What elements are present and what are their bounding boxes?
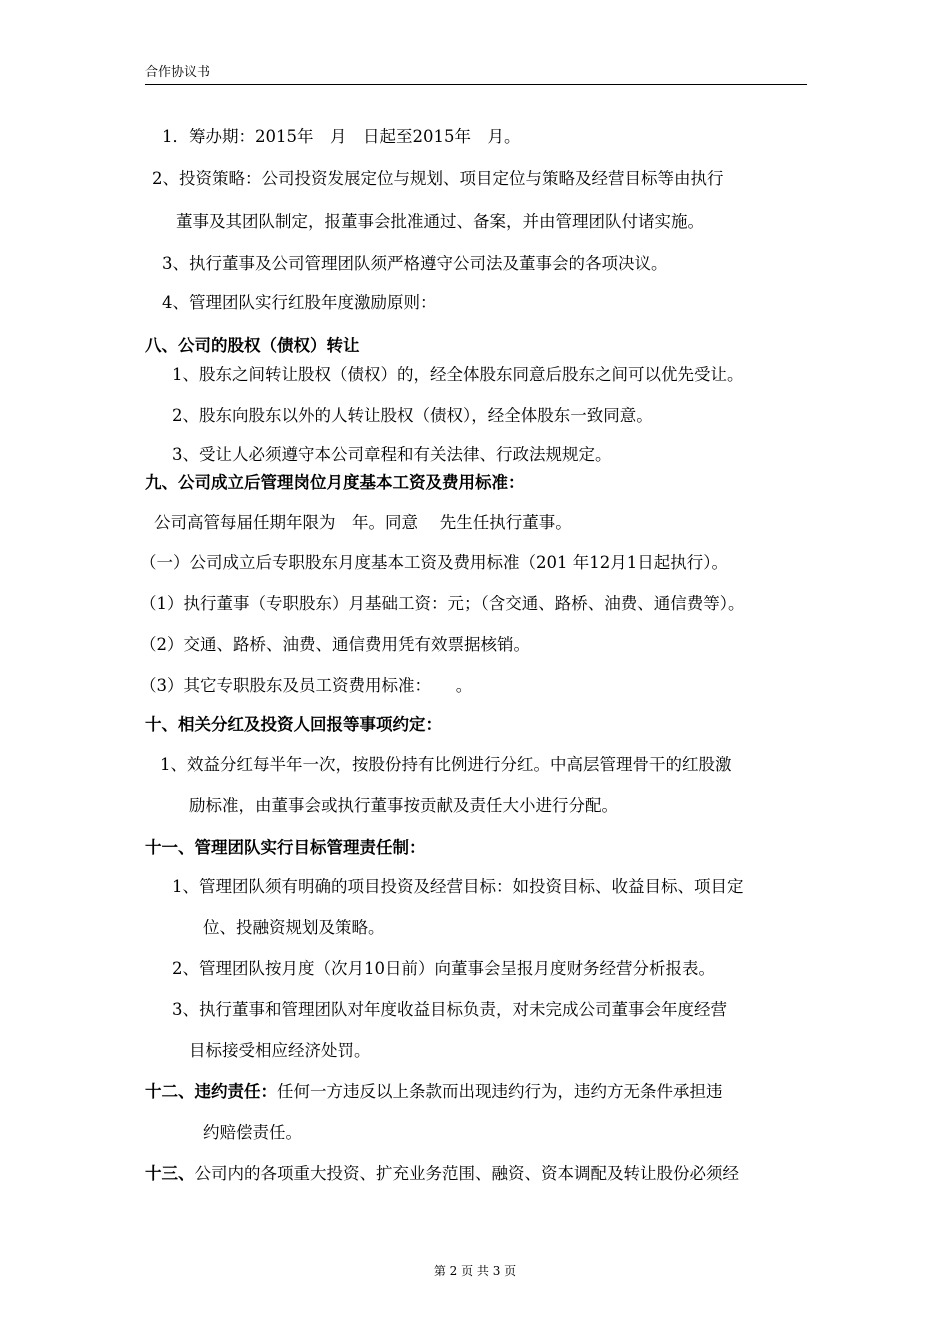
section-heading: 十、相关分红及投资人回报等事项约定： xyxy=(145,715,442,734)
paragraph-line: 公司高管每届任期年限为 年。同意 先生任执行董事。 xyxy=(154,513,572,532)
paragraph-line: 2、管理团队按月度（次月10日前）向董事会呈报月度财务经营分析报表。 xyxy=(172,959,715,978)
section-heading: 十二、违约责任： xyxy=(145,1082,277,1101)
header-title: 合作协议书 xyxy=(145,65,211,80)
paragraph-line: 1、效益分红每半年一次，按股份持有比例进行分红。中高层管理骨干的红股激 xyxy=(160,755,732,774)
paragraph-line: （2）交通、路桥、油费、通信费用凭有效票据核销。 xyxy=(140,635,530,654)
paragraph-line xyxy=(145,1081,723,1103)
paragraph-line: 1、管理团队须有明确的项目投资及经营目标：如投资目标、收益目标、项目定 xyxy=(172,877,744,896)
page-footer xyxy=(0,1262,950,1279)
section-heading: 十一、管理团队实行目标管理责任制： xyxy=(145,838,426,857)
paragraph-line: （一）公司成立后专职股东月度基本工资及费用标准（201 年12月1日起执行）。 xyxy=(140,553,728,572)
paragraph-text: 任何一方违反以上条款而出现违约行为，违约方无条件承担违 xyxy=(277,1082,723,1101)
paragraph-line: （1）执行董事（专职股东）月基础工资：元；（含交通、路桥、油费、通信费等）。 xyxy=(140,594,745,613)
paragraph-line: 1．筹办期：2015年 月 日起至2015年 月。 xyxy=(162,127,521,146)
section-heading: 十三、 xyxy=(145,1164,195,1183)
paragraph-line xyxy=(145,1163,739,1185)
section-heading: 九、公司成立后管理岗位月度基本工资及费用标准： xyxy=(145,473,525,492)
page-number: 第 2 页 共 3 页 xyxy=(433,1264,517,1278)
paragraph-line: 2、投资策略：公司投资发展定位与规划、项目定位与策略及经营目标等由执行 xyxy=(152,169,724,188)
paragraph-line: 励标准，由董事会或执行董事按贡献及责任大小进行分配。 xyxy=(189,796,618,815)
paragraph-line: 董事及其团队制定，报董事会批准通过、备案，并由管理团队付诸实施。 xyxy=(176,212,704,231)
paragraph-line: 目标接受相应经济处罚。 xyxy=(189,1041,371,1060)
paragraph-line: 3、执行董事及公司管理团队须严格遵守公司法及董事会的各项决议。 xyxy=(162,254,668,273)
paragraph-line: 约赔偿责任。 xyxy=(203,1123,302,1142)
paragraph-line: 位、投融资规划及策略。 xyxy=(203,918,385,937)
paragraph-line: 2、股东向股东以外的人转让股权（债权），经全体股东一致同意。 xyxy=(172,406,653,425)
paragraph-line: 1、股东之间转让股权（债权）的，经全体股东同意后股东之间可以优先受让。 xyxy=(172,365,744,384)
paragraph-line: 3、受让人必须遵守本公司章程和有关法律、行政法规规定。 xyxy=(172,445,612,464)
section-heading: 八、公司的股权（债权）转让 xyxy=(145,336,360,355)
paragraph-line: （3）其它专职股东及员工资费用标准： 。 xyxy=(140,676,473,695)
paragraph-line: 4、管理团队实行红股年度激励原则： xyxy=(162,293,437,312)
document-header xyxy=(145,62,807,85)
paragraph-line: 3、执行董事和管理团队对年度收益目标负责，对未完成公司董事会年度经营 xyxy=(172,1000,727,1019)
paragraph-text: 公司内的各项重大投资、扩充业务范围、融资、资本调配及转让股份必须经 xyxy=(194,1164,739,1183)
